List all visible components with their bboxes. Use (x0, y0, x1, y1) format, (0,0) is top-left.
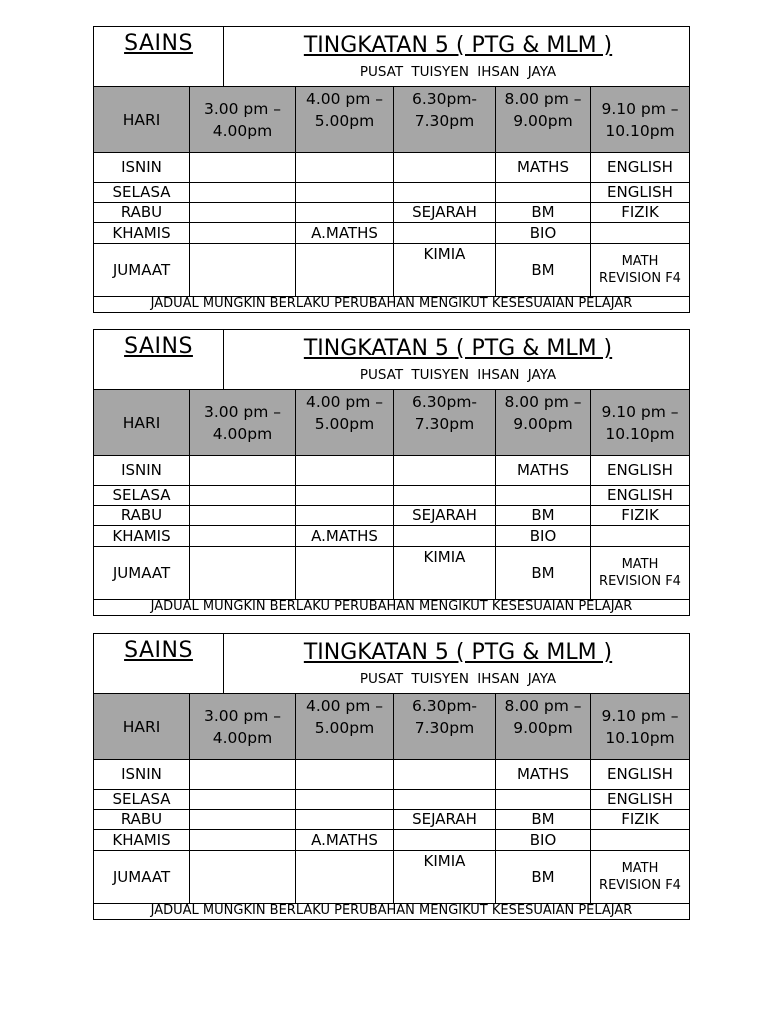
table-cell (296, 810, 394, 830)
title-cell (296, 27, 689, 87)
subject-cell (94, 27, 296, 87)
table-cell (296, 183, 394, 203)
table-cell (394, 223, 496, 244)
table-cell (190, 851, 296, 904)
table-cell: SEJARAH (394, 203, 496, 223)
form-title: TINGKATAN 5 ( PTG & MLM ) (303, 640, 613, 665)
table-cell: KIMIA (394, 547, 496, 600)
day-khamis: KHAMIS (94, 223, 190, 244)
tuition-centre-name: PUSAT TUISYEN IHSAN JAYA (359, 367, 557, 383)
table-cell (394, 526, 496, 547)
table-cell (296, 153, 394, 183)
table-cell: FIZIK (591, 203, 689, 223)
table-cell: ENGLISH (591, 760, 689, 790)
table-cell (296, 244, 394, 297)
table-cell (591, 526, 689, 547)
footer-note: JADUAL MUNGKIN BERLAKU PERUBAHAN MENGIKUT KESESUAIAN PELAJAR (150, 600, 633, 614)
table-cell: SEJARAH (394, 810, 496, 830)
day-jumaat: JUMAAT (94, 851, 190, 904)
subject-title: SAINS (124, 638, 193, 663)
subject-title: SAINS (124, 31, 193, 56)
tuition-centre-name: PUSAT TUISYEN IHSAN JAYA (359, 671, 557, 687)
table-cell (190, 760, 296, 790)
table-cell (394, 153, 496, 183)
table-cell (296, 203, 394, 223)
day-isnin: ISNIN (94, 760, 190, 790)
header-day: HARI (94, 87, 190, 153)
day-jumaat: JUMAAT (94, 547, 190, 600)
table-cell (190, 526, 296, 547)
day-rabu: RABU (94, 810, 190, 830)
table-cell: MATH REVISION F4 (591, 244, 689, 297)
header-slot-2: 4.00 pm –5.00pm (296, 390, 394, 456)
table-cell: A.MATHS (296, 223, 394, 244)
table-cell: A.MATHS (296, 526, 394, 547)
table-cell (591, 830, 689, 851)
day-rabu: RABU (94, 203, 190, 223)
subject-cell (94, 634, 296, 694)
timetable-2 (93, 329, 690, 616)
table-cell (296, 486, 394, 506)
form-title: TINGKATAN 5 ( PTG & MLM ) (303, 33, 613, 58)
table-cell: BM (496, 810, 591, 830)
table-cell: BM (496, 244, 591, 297)
table-cell: BM (496, 506, 591, 526)
table-cell (394, 456, 496, 486)
table-cell (296, 760, 394, 790)
timetable-1 (93, 26, 690, 313)
table-cell (190, 810, 296, 830)
table-cell (296, 790, 394, 810)
header-slot-5: 9.10 pm – 10.10pm (591, 390, 689, 456)
table-cell (190, 506, 296, 526)
table-cell (190, 223, 296, 244)
footer-note: JADUAL MUNGKIN BERLAKU PERUBAHAN MENGIKUT KESESUAIAN PELAJAR (150, 297, 633, 311)
table-cell (394, 830, 496, 851)
table-cell: A.MATHS (296, 830, 394, 851)
header-slot-2: 4.00 pm –5.00pm (296, 87, 394, 153)
table-cell: BIO (496, 526, 591, 547)
table-cell: BM (496, 547, 591, 600)
header-slot-1: 3.00 pm – 4.00pm (190, 390, 296, 456)
header-day: HARI (94, 390, 190, 456)
table-cell (190, 183, 296, 203)
table-cell (190, 486, 296, 506)
table-cell: MATH REVISION F4 (591, 547, 689, 600)
table-cell (296, 851, 394, 904)
header-day: HARI (94, 694, 190, 760)
table-cell: BIO (496, 223, 591, 244)
title-cell (296, 634, 689, 694)
table-cell (296, 456, 394, 486)
table-cell: ENGLISH (591, 183, 689, 203)
table-cell (190, 790, 296, 810)
table-cell (496, 183, 591, 203)
table-cell: KIMIA (394, 851, 496, 904)
table-cell: FIZIK (591, 506, 689, 526)
table-cell (190, 547, 296, 600)
table-cell: KIMIA (394, 244, 496, 297)
header-slot-3: 6.30pm- 7.30pm (394, 87, 496, 153)
day-isnin: ISNIN (94, 153, 190, 183)
header-slot-2: 4.00 pm –5.00pm (296, 694, 394, 760)
tuition-centre-name: PUSAT TUISYEN IHSAN JAYA (359, 64, 557, 80)
table-cell (496, 790, 591, 810)
table-cell (496, 486, 591, 506)
table-cell (190, 244, 296, 297)
header-slot-4: 8.00 pm –9.00pm (496, 390, 591, 456)
table-cell: MATH REVISION F4 (591, 851, 689, 904)
table-cell (591, 223, 689, 244)
day-rabu: RABU (94, 506, 190, 526)
table-cell (394, 790, 496, 810)
table-cell: BM (496, 203, 591, 223)
table-cell: ENGLISH (591, 486, 689, 506)
form-title: TINGKATAN 5 ( PTG & MLM ) (303, 336, 613, 361)
title-cell (296, 330, 689, 390)
day-selasa: SELASA (94, 486, 190, 506)
table-cell: BM (496, 851, 591, 904)
table-cell: ENGLISH (591, 456, 689, 486)
table-cell (394, 760, 496, 790)
subject-title: SAINS (124, 334, 193, 359)
table-cell (296, 547, 394, 600)
header-slot-3: 6.30pm- 7.30pm (394, 694, 496, 760)
table-cell (190, 203, 296, 223)
subject-cell (94, 330, 296, 390)
table-cell (296, 506, 394, 526)
header-slot-5: 9.10 pm – 10.10pm (591, 694, 689, 760)
timetable-3 (93, 633, 690, 920)
table-cell: BIO (496, 830, 591, 851)
table-cell: ENGLISH (591, 790, 689, 810)
header-slot-4: 8.00 pm –9.00pm (496, 87, 591, 153)
day-selasa: SELASA (94, 790, 190, 810)
table-cell (190, 153, 296, 183)
table-cell: MATHS (496, 153, 591, 183)
header-slot-3: 6.30pm- 7.30pm (394, 390, 496, 456)
table-cell (394, 183, 496, 203)
day-khamis: KHAMIS (94, 526, 190, 547)
table-cell: MATHS (496, 760, 591, 790)
day-khamis: KHAMIS (94, 830, 190, 851)
day-isnin: ISNIN (94, 456, 190, 486)
table-cell (394, 486, 496, 506)
table-cell: SEJARAH (394, 506, 496, 526)
header-slot-5: 9.10 pm – 10.10pm (591, 87, 689, 153)
table-cell: MATHS (496, 456, 591, 486)
table-cell (190, 830, 296, 851)
table-cell: ENGLISH (591, 153, 689, 183)
day-selasa: SELASA (94, 183, 190, 203)
table-cell (190, 456, 296, 486)
footer-note: JADUAL MUNGKIN BERLAKU PERUBAHAN MENGIKUT KESESUAIAN PELAJAR (150, 904, 633, 918)
table-cell: FIZIK (591, 810, 689, 830)
header-slot-1: 3.00 pm – 4.00pm (190, 694, 296, 760)
day-jumaat: JUMAAT (94, 244, 190, 297)
header-slot-1: 3.00 pm – 4.00pm (190, 87, 296, 153)
header-slot-4: 8.00 pm –9.00pm (496, 694, 591, 760)
